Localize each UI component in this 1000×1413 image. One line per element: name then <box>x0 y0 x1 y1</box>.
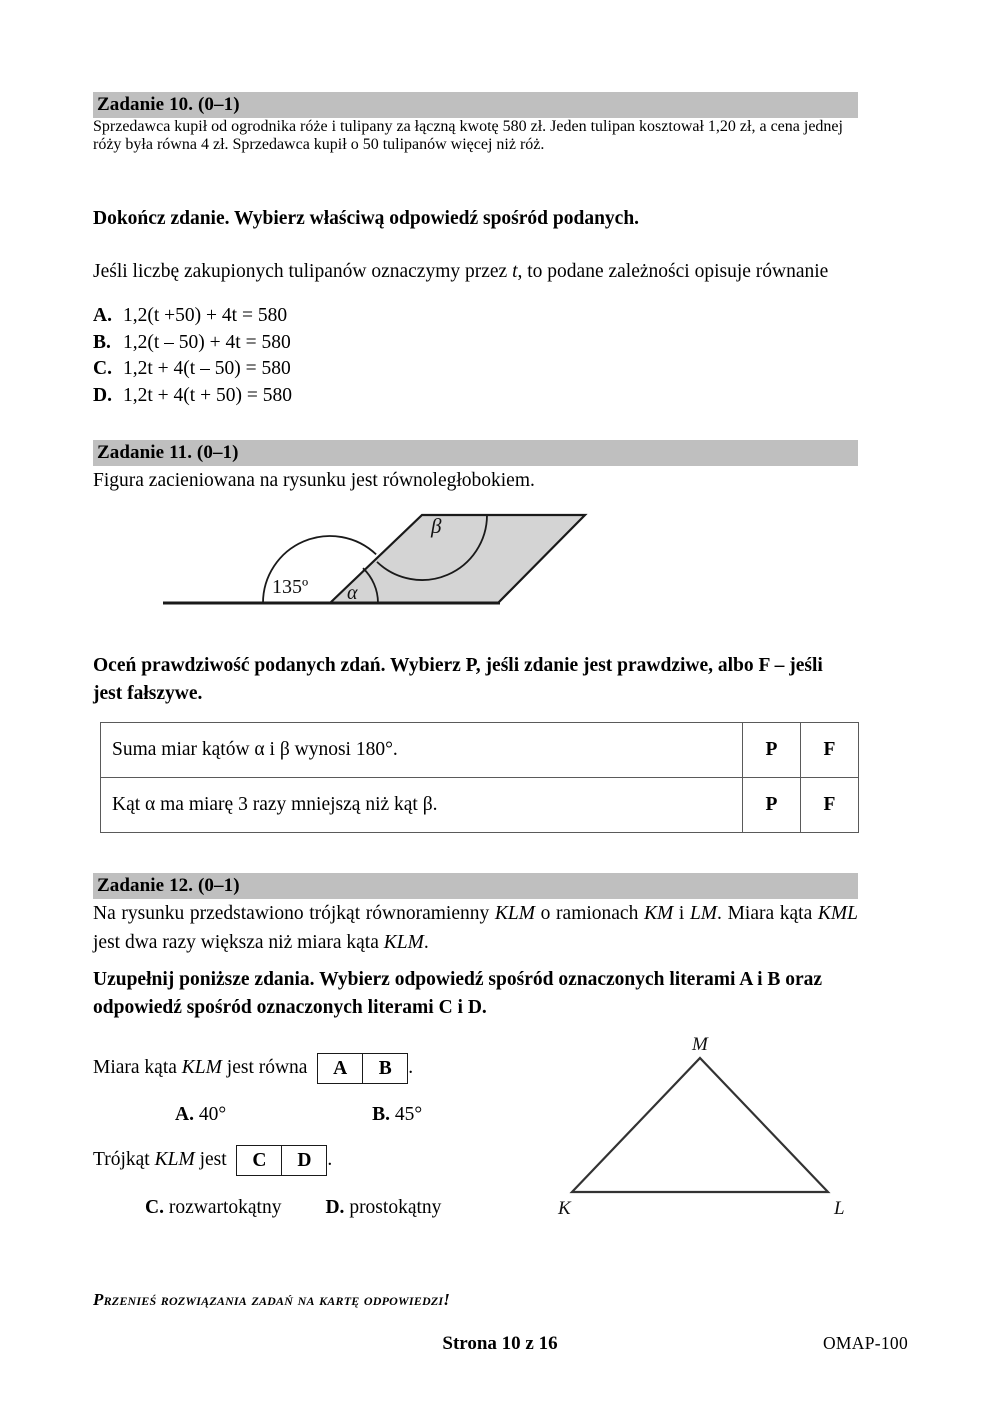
footer-note: Przenieś rozwiązania zadań na kartę odpowiedzi! <box>93 1290 451 1309</box>
choice-option-a[interactable]: A <box>333 1058 348 1080</box>
t12-body-pre: Na rysunku przedstawiono trójkąt równoramienny <box>93 903 495 924</box>
task-12-body <box>93 899 858 957</box>
line1-post: jest równa <box>221 1057 308 1078</box>
task-10-stem-line <box>93 257 858 286</box>
footer-code: OMAP-100 <box>822 1333 908 1353</box>
option-c[interactable] <box>93 356 858 383</box>
footer-page-number: Strona 10 z 16 <box>442 1333 558 1354</box>
option-b-12[interactable] <box>372 1104 422 1125</box>
table-row <box>101 778 859 833</box>
option-a-12-letter: A. <box>175 1104 194 1125</box>
option-c-12-text: rozwartokątny <box>163 1197 282 1218</box>
task-12-options-cd <box>145 1197 441 1219</box>
stem-post: , to podane zależności opisuje równanie <box>517 261 829 282</box>
line1-pre: Miara kąta <box>93 1057 182 1078</box>
task-12-instruction-line-1: Uzupełnij poniższe zdania. Wybierz odpowiedź spośród oznaczonych literami A i B oraz <box>93 969 823 990</box>
option-b[interactable] <box>93 330 858 357</box>
footer-note-wrapper <box>93 1290 450 1310</box>
angle-label-135: 135º <box>272 576 309 598</box>
option-a-12[interactable] <box>175 1104 226 1125</box>
statement-2-true-option[interactable]: P <box>743 778 801 833</box>
option-a-12-text: 40° <box>193 1104 227 1125</box>
stem-variable: t <box>512 261 518 282</box>
t12-mid-2: i <box>673 903 690 924</box>
task-11-instruction-line-1: Oceń prawdziwość podanych zdań. Wybierz P, jeśli zdanie jest prawdziwe, albo F – jeśli <box>93 655 823 676</box>
choice-option-b[interactable]: B <box>362 1054 407 1083</box>
triangle-vertex-label-l: L <box>834 1198 845 1219</box>
triangle-vertex-label-k: K <box>558 1198 571 1219</box>
option-b-text: 1,2(t – 50) + 4t = 580 <box>123 331 291 353</box>
table-row <box>101 723 859 778</box>
t12-kml: KML <box>817 903 859 924</box>
task-12-answer-line-2 <box>93 1145 332 1176</box>
task-11-header: Zadanie 11. (0–1) <box>93 440 858 466</box>
task-12-header: Zadanie 12. (0–1) <box>93 873 858 899</box>
option-c-12[interactable] <box>145 1197 281 1218</box>
task-11-instruction-line-2: jest fałszywe. <box>93 683 203 704</box>
task-10-stem <box>93 257 858 286</box>
option-d-12-text: prostokątny <box>344 1197 442 1218</box>
statement-2-false-option[interactable]: F <box>801 778 859 833</box>
true-false-table <box>100 722 859 833</box>
triangle-shape <box>572 1058 828 1192</box>
statement-2: Kąt α ma miarę 3 razy mniejszą niż kąt β. <box>101 778 743 833</box>
task-12-answer-line-1 <box>93 1053 413 1084</box>
option-b-12-text: 45° <box>390 1104 423 1125</box>
option-d-12-letter: D. <box>325 1197 345 1218</box>
task-10-section <box>93 92 858 118</box>
option-b-letter: B. <box>93 331 111 353</box>
t12-klm-1: KLM <box>494 903 535 924</box>
task-11-body-text: Figura zacieniowana na rysunku jest równoległobokiem. <box>93 470 535 491</box>
parallelogram-svg <box>150 495 620 620</box>
line2-period: . <box>327 1149 333 1170</box>
angle-label-beta: β <box>431 514 442 538</box>
parallelogram-shape <box>330 515 585 603</box>
line2-pre: Trójkąt <box>93 1149 155 1170</box>
task-10-instruction-text: Dokończ zdanie. Wybierz właściwą odpowiedź spośród podanych. <box>93 208 640 229</box>
task-10-header: Zadanie 10. (0–1) <box>93 92 858 118</box>
t12-lm: LM <box>689 903 718 924</box>
line2-variable: KLM <box>154 1149 195 1170</box>
option-c-letter: C. <box>93 358 112 379</box>
task-12-section <box>93 873 858 899</box>
option-d-12[interactable] <box>325 1197 441 1218</box>
answer-line-2-content <box>93 1145 332 1176</box>
option-c-12-letter: C. <box>145 1197 164 1218</box>
t12-body-end: jest dwa razy większa niż miara kąta <box>93 932 384 953</box>
line1-period: . <box>408 1057 414 1078</box>
t12-body-dot: . <box>423 932 429 953</box>
triangle-vertex-label-m: M <box>692 1034 708 1055</box>
choice-option-c[interactable]: C <box>252 1150 267 1172</box>
t12-mid-1: o ramionach <box>535 903 644 924</box>
t12-mid-3: . Miara kąta <box>717 903 818 924</box>
triangle-figure <box>540 1030 880 1230</box>
task-12-options-ab <box>175 1104 422 1126</box>
t12-klm-2: KLM <box>383 932 424 953</box>
task-10-options <box>93 303 858 409</box>
task-12-body-text <box>93 899 858 957</box>
line2-post: jest <box>194 1149 227 1170</box>
choice-box-cd <box>236 1145 327 1176</box>
task-10-body: Sprzedawca kupił od ogrodnika róże i tulipany za łączną kwotę 580 zł. Jeden tulipan kosztował 1,20 zł, a cena jednej róży była równa 4 zł. Sprzedawca kupił o 50 tulipanów więcej niż róż. <box>93 118 843 153</box>
stem-pre: Jeśli liczbę zakupionych tulipanów oznaczymy przez <box>93 261 513 282</box>
task-11-instruction <box>93 652 858 708</box>
choice-option-d[interactable]: D <box>281 1146 326 1175</box>
task-11-table-wrapper <box>100 722 859 833</box>
statement-1-true-option[interactable]: P <box>743 723 801 778</box>
option-d-letter: D. <box>93 384 112 406</box>
task-10-instruction <box>93 205 858 233</box>
option-d-text: 1,2t + 4(t + 50) = 580 <box>123 384 292 406</box>
statement-1: Suma miar kątów α i β wynosi 180°. <box>101 723 743 778</box>
angle-label-alpha: α <box>347 582 358 604</box>
option-b-12-letter: B. <box>372 1104 391 1125</box>
option-a-letter: A. <box>93 305 112 326</box>
task-12-instruction-line-2: odpowiedź spośród oznaczonych literami C i D. <box>93 997 487 1018</box>
option-d[interactable] <box>93 383 858 410</box>
task-11-body <box>93 466 858 495</box>
answer-line-1-content <box>93 1053 413 1084</box>
parallelogram-figure <box>150 495 620 620</box>
option-c-text: 1,2t + 4(t – 50) = 580 <box>123 358 291 379</box>
line1-variable: KLM <box>181 1057 222 1078</box>
option-a[interactable] <box>93 303 858 330</box>
option-a-text: 1,2(t +50) + 4t = 580 <box>123 305 288 326</box>
task-11-section <box>93 440 858 466</box>
statement-1-false-option[interactable]: F <box>801 723 859 778</box>
task-12-instruction <box>93 966 858 1022</box>
t12-km: KM <box>643 903 674 924</box>
triangle-svg <box>540 1030 880 1230</box>
choice-box-ab <box>317 1053 408 1084</box>
